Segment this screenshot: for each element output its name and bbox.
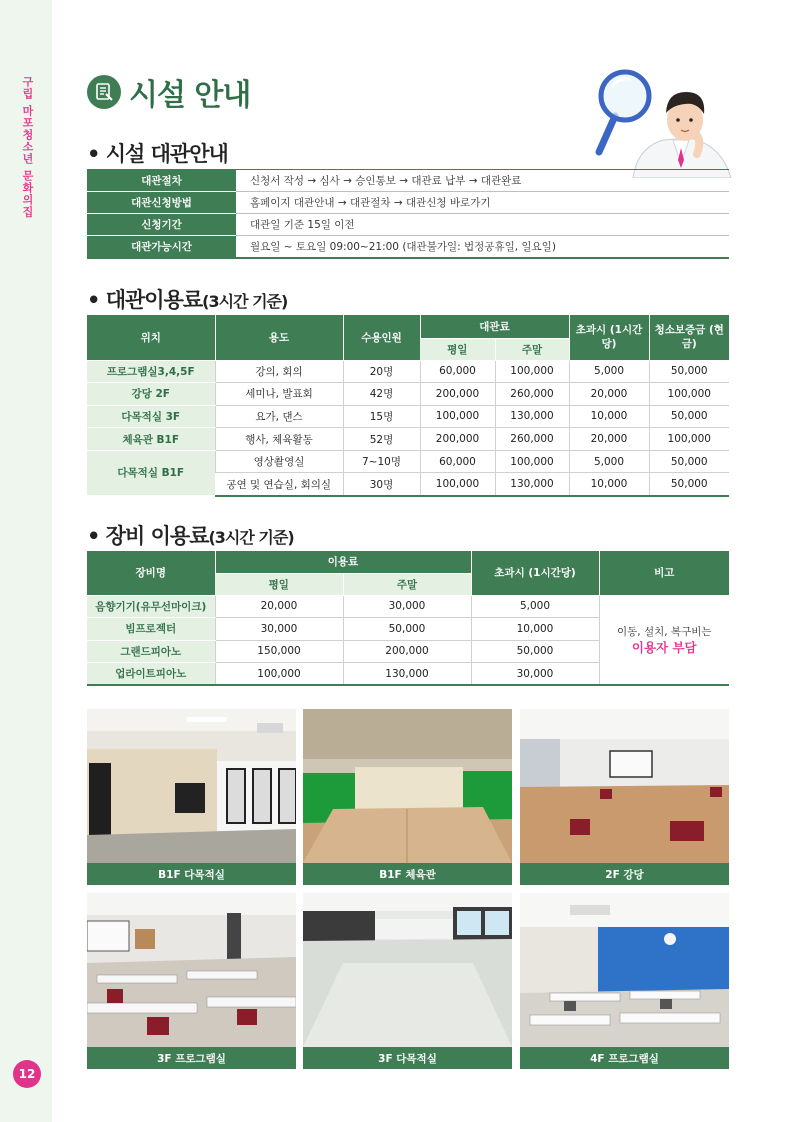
cell-capacity: 42명 xyxy=(343,383,420,406)
cell-capacity: 7~10명 xyxy=(343,450,420,473)
table-row xyxy=(87,450,729,473)
photo-b1f-gym xyxy=(303,709,512,885)
cell-weekend: 130,000 xyxy=(495,473,569,496)
cell-weekday: 60,000 xyxy=(420,360,495,383)
cell-weekday: 100,000 xyxy=(215,663,343,686)
page-title-block xyxy=(87,74,251,113)
section-title-equip-fee: • 장비 이용료(3시간 기준) xyxy=(87,524,294,548)
photo-image xyxy=(87,893,296,1047)
row-location: 체육관 B1F xyxy=(87,428,215,451)
cell-usage: 영상촬영실 xyxy=(215,450,343,473)
photo-image xyxy=(87,709,296,863)
cell-weekend: 130,000 xyxy=(343,663,471,686)
photo-image xyxy=(520,893,729,1047)
table-row xyxy=(87,383,729,406)
cell-weekend: 50,000 xyxy=(343,618,471,641)
cell-overtime: 5,000 xyxy=(569,360,649,383)
cell-weekend: 100,000 xyxy=(495,450,569,473)
info-label: 대관신청방법 xyxy=(87,192,236,214)
info-row xyxy=(87,170,729,192)
cell-overtime: 10,000 xyxy=(471,618,599,641)
photo-caption: B1F 체육관 xyxy=(303,863,512,885)
photo-caption: 3F 다목적실 xyxy=(303,1047,512,1069)
cell-deposit: 50,000 xyxy=(649,360,729,383)
cell-capacity: 20명 xyxy=(343,360,420,383)
header-usage: 용도 xyxy=(215,315,343,360)
cell-usage: 세미나, 발표회 xyxy=(215,383,343,406)
row-location: 강당 2F xyxy=(87,383,215,406)
page-number: 12 xyxy=(13,1060,41,1088)
table-row xyxy=(87,428,729,451)
cell-deposit: 100,000 xyxy=(649,428,729,451)
header-weekend: 주말 xyxy=(495,338,569,360)
note-cell xyxy=(599,595,729,685)
cell-capacity: 15명 xyxy=(343,405,420,428)
header-deposit: 청소보증금 (현금) xyxy=(649,315,729,360)
photo-image xyxy=(303,893,512,1047)
photo-caption: 3F 프로그램실 xyxy=(87,1047,296,1069)
info-row xyxy=(87,236,729,258)
photo-3f-program-room xyxy=(87,893,296,1069)
row-location: 다목적실 3F xyxy=(87,405,215,428)
cell-weekend: 30,000 xyxy=(343,595,471,618)
cell-weekend: 200,000 xyxy=(343,640,471,663)
photo-image xyxy=(303,709,512,863)
cell-overtime: 10,000 xyxy=(569,405,649,428)
photo-3f-multipurpose xyxy=(303,893,512,1069)
photo-2f-auditorium xyxy=(520,709,729,885)
photo-caption: 4F 프로그램실 xyxy=(520,1047,729,1069)
cell-capacity: 52명 xyxy=(343,428,420,451)
info-row xyxy=(87,214,729,236)
photo-caption: 2F 강당 xyxy=(520,863,729,885)
row-location: 프로그램실3,4,5F xyxy=(87,360,215,383)
header-equip-weekend: 주말 xyxy=(343,573,471,595)
cell-weekday: 20,000 xyxy=(215,595,343,618)
rental-info-table xyxy=(87,169,729,259)
photo-caption: B1F 다목적실 xyxy=(87,863,296,885)
row-equip-name: 업라이트피아노 xyxy=(87,663,215,686)
table-row xyxy=(87,595,729,618)
row-equip-name: 음향기기(유무선마이크) xyxy=(87,595,215,618)
cell-deposit: 100,000 xyxy=(649,383,729,406)
header-weekday: 평일 xyxy=(420,338,495,360)
section-title-rental-fee: • 대관이용료(3시간 기준) xyxy=(87,288,288,312)
info-label: 신청기간 xyxy=(87,214,236,236)
row-equip-name: 빔프로젝터 xyxy=(87,618,215,641)
photo-4f-program-room xyxy=(520,893,729,1069)
header-equip-note: 비고 xyxy=(599,551,729,595)
side-label: 구립 마포청소년 문화의집 xyxy=(21,76,34,218)
header-fee: 대관료 xyxy=(420,315,569,338)
header-location: 위치 xyxy=(87,315,215,360)
header-equip-name: 장비명 xyxy=(87,551,215,595)
header-equip-weekday: 평일 xyxy=(215,573,343,595)
cell-weekend: 260,000 xyxy=(495,383,569,406)
info-value: 신청서 작성 → 심사 → 승인통보 → 대관료 납부 → 대관완료 xyxy=(236,170,729,192)
info-row xyxy=(87,192,729,214)
cell-usage: 강의, 회의 xyxy=(215,360,343,383)
page-title: 시설 안내 xyxy=(129,78,251,113)
cell-capacity: 30명 xyxy=(343,473,420,496)
header-capacity: 수용인원 xyxy=(343,315,420,360)
cell-overtime: 20,000 xyxy=(569,383,649,406)
cell-weekday: 30,000 xyxy=(215,618,343,641)
note-text: 이동, 설치, 복구비는 xyxy=(617,625,712,638)
section-title-rental-info: • 시설 대관안내 xyxy=(87,142,228,166)
info-value: 홈페이지 대관안내 → 대관절차 → 대관신청 바로가기 xyxy=(236,192,729,214)
info-value: 월요일 ~ 토요일 09:00~21:00 (대관불가일: 법정공휴일, 일요일) xyxy=(236,236,729,258)
cell-deposit: 50,000 xyxy=(649,450,729,473)
info-label: 대관가능시간 xyxy=(87,236,236,258)
cell-usage: 행사, 체육활동 xyxy=(215,428,343,451)
rental-fee-table xyxy=(87,315,729,497)
cell-weekday: 200,000 xyxy=(420,383,495,406)
cell-overtime: 20,000 xyxy=(569,428,649,451)
cell-weekend: 260,000 xyxy=(495,428,569,451)
info-label: 대관절차 xyxy=(87,170,236,192)
cell-usage: 요가, 댄스 xyxy=(215,405,343,428)
cell-weekday: 60,000 xyxy=(420,450,495,473)
header-equip-fee: 이용료 xyxy=(215,551,471,573)
header-overtime: 초과시 (1시간당) xyxy=(569,315,649,360)
cell-weekend: 100,000 xyxy=(495,360,569,383)
info-value: 대관일 기준 15일 이전 xyxy=(236,214,729,236)
cell-deposit: 50,000 xyxy=(649,405,729,428)
cell-weekday: 150,000 xyxy=(215,640,343,663)
row-equip-name: 그랜드피아노 xyxy=(87,640,215,663)
row-location: 다목적실 B1F xyxy=(87,450,215,495)
table-row xyxy=(87,360,729,383)
cell-overtime: 50,000 xyxy=(471,640,599,663)
equip-fee-table xyxy=(87,551,729,686)
cell-weekday: 200,000 xyxy=(420,428,495,451)
cell-deposit: 50,000 xyxy=(649,473,729,496)
photo-b1f-multipurpose xyxy=(87,709,296,885)
note-emphasis: 이용자 부담 xyxy=(631,639,697,655)
cell-overtime: 30,000 xyxy=(471,663,599,686)
cell-weekend: 130,000 xyxy=(495,405,569,428)
table-row xyxy=(87,405,729,428)
header-equip-overtime: 초과시 (1시간당) xyxy=(471,551,599,595)
cell-overtime: 10,000 xyxy=(569,473,649,496)
magnifier-person-illustration xyxy=(585,68,735,178)
cell-usage: 공연 및 연습실, 회의실 xyxy=(215,473,343,496)
cell-overtime: 5,000 xyxy=(569,450,649,473)
cell-weekday: 100,000 xyxy=(420,473,495,496)
document-icon xyxy=(87,75,121,109)
photo-image xyxy=(520,709,729,863)
cell-weekday: 100,000 xyxy=(420,405,495,428)
cell-overtime: 5,000 xyxy=(471,595,599,618)
